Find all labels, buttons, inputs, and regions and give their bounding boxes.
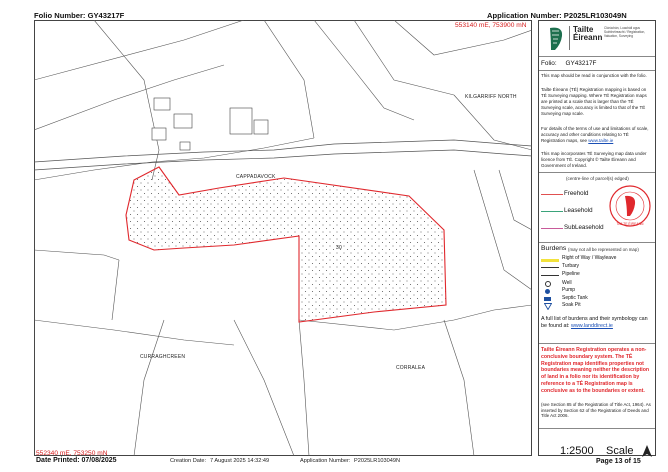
boundary-notice-small: (see Section 85 of the Registration of Title Act, 1964). As inserted by Section 62 of the Registration of Deeds and Title Act 2006. <box>541 402 651 419</box>
sidebar-para-1: This map should be read in conjunction with the folio. <box>541 73 647 78</box>
leasehold-line <box>541 211 563 212</box>
application-number-value: P2025LR103049N <box>354 458 401 464</box>
buildings <box>152 98 268 150</box>
official-stamp <box>608 184 652 228</box>
sidebar-para-4: This map incorporates TÉ Surveying map data under licence from TÉ. Copyright © Tailte Éireann and Government of Ireland. <box>541 151 647 168</box>
date-printed: Date Printed: 07/08/2025 <box>36 457 117 464</box>
logo-name-2: Éireann <box>573 33 603 42</box>
burden-pipeline: Pipeline <box>562 271 580 277</box>
logo-divider <box>569 26 570 50</box>
place-label-kilgarriff: KILGARRIFF NORTH <box>465 94 517 100</box>
coord-top-right: 553140 mE, 753900 mN <box>455 22 527 29</box>
separator <box>539 70 655 71</box>
pump-icon <box>545 289 550 294</box>
burden-soak-pit: Soak Pit <box>562 302 581 308</box>
tailte-link[interactable]: www.tailte.ie <box>588 138 614 143</box>
map-canvas <box>34 20 532 456</box>
svg-text:TAILTE ÉIREANN: TAILTE ÉIREANN <box>616 222 644 226</box>
logo-name: Tailte <box>573 25 594 34</box>
soak-pit-icon <box>544 303 552 310</box>
legend-leasehold: Leasehold <box>564 207 593 214</box>
legend-title: (centre-line of parcel(s) edged) <box>566 176 629 181</box>
freehold-line <box>541 194 563 195</box>
scale-label: Scale <box>606 445 634 457</box>
creation-date-value: 7 August 2025 14:32:49 <box>210 458 270 464</box>
place-label-corralea: CORRALEA <box>396 365 426 371</box>
logo-tagline: Clárúchán, Luacháil agus Suirbhéireacht / Registration, Valuation, Surveying <box>604 26 646 38</box>
burden-turbary: Turbary <box>562 263 580 269</box>
harp-logo-icon <box>547 26 565 52</box>
pipeline-symbol <box>541 275 559 276</box>
sidebar-para-3: For details of the terms of use and limitations of scale, accuracy and other conditions relating to TÉ Registration maps, see www.tailte.ie <box>541 126 649 143</box>
coord-bottom-left: 552340 mE, 753250 mN <box>36 450 108 457</box>
burdens-note: (may not all be represented on map) <box>568 247 639 252</box>
separator <box>539 343 655 344</box>
north-arrow-icon <box>640 444 654 458</box>
legend-subleasehold: SubLeasehold <box>564 224 604 231</box>
separator <box>539 428 655 429</box>
right-of-way-symbol <box>541 259 559 262</box>
application-number-label: Application Number: <box>300 458 351 464</box>
separator <box>539 56 655 57</box>
turbary-symbol <box>541 267 559 268</box>
separator <box>539 242 655 243</box>
burden-well: Well <box>562 280 572 286</box>
landdirect-link[interactable]: www.landdirect.ie <box>570 322 613 329</box>
page-number: Page 13 of 15 <box>596 458 641 465</box>
burden-right-of-way: Right of Way / Wayleave <box>562 255 617 261</box>
sidebar-para-2: Tailte Éireann (TÉ) Registration mapping is based on TÉ Surveying mapping. Where TÉ Registration maps are printed at a scale that is larger than the TÉ Surveying scale, accuracy is limited to that of the TÉ Surveying map scale. <box>541 87 647 116</box>
burdens-more: A full list of burdens and their symbology can be found at: www.landdirect.ie <box>541 316 648 329</box>
creation-date-label: Creation Date: <box>170 458 207 464</box>
well-icon <box>545 281 551 287</box>
burden-septic-tank: Septic Tank <box>562 295 588 301</box>
place-label-curraghcreen: CURRAGHCREEN <box>140 354 186 360</box>
parcel-number: 30 <box>336 245 342 251</box>
subleasehold-line <box>541 228 563 229</box>
folio-number-header: Folio Number: GY43217F <box>34 11 125 20</box>
place-label-cappadavock: CAPPADAVOCK <box>236 174 276 180</box>
scale-value: 1:2500 <box>560 445 594 457</box>
parcel-boundary <box>126 167 446 322</box>
septic-tank-icon <box>544 297 551 301</box>
boundary-notice: Tailte Éireann Registration operates a non-conclusive boundary system. The TÉ Registration map identifies properties not boundaries meaning neither the description of land in a folio nor its identification by reference to a TÉ Registration map is conclusive as to the boundaries or extent. <box>541 347 650 394</box>
separator <box>539 172 655 173</box>
application-number-header: Application Number: P2025LR103049N <box>487 11 627 20</box>
burden-pump: Pump <box>562 287 576 293</box>
legend-freehold: Freehold <box>564 190 589 197</box>
burdens-title: Burdens <box>541 245 567 252</box>
sidebar-folio: Folio: GY43217F <box>541 60 597 67</box>
